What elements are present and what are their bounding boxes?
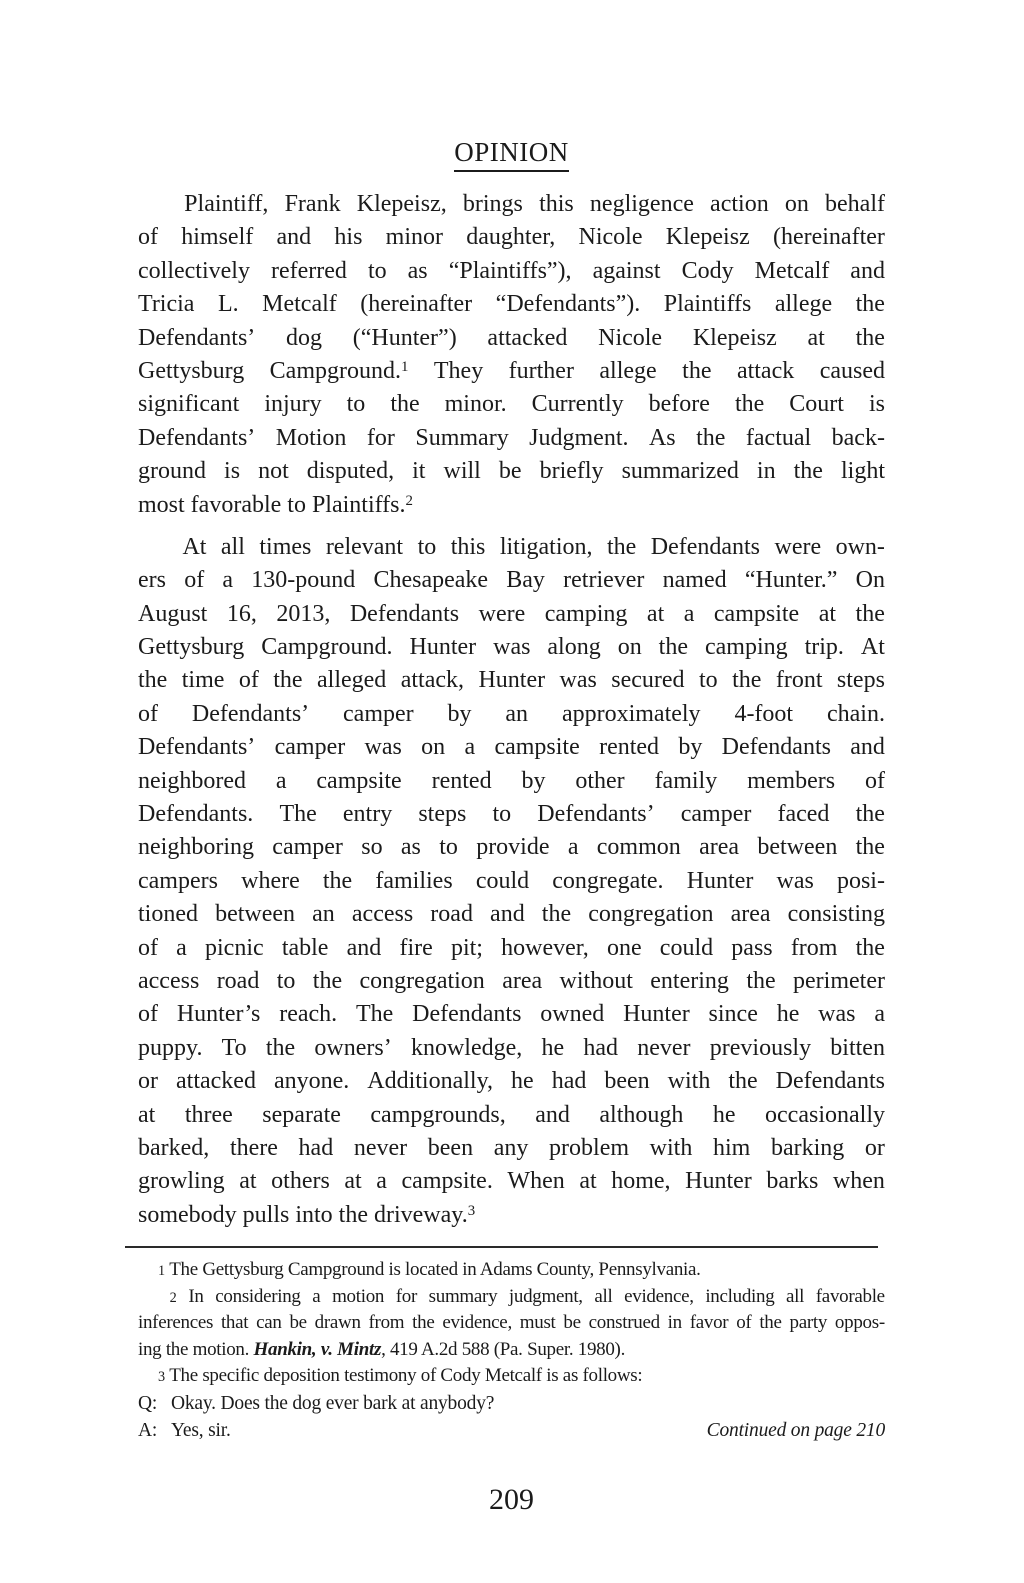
- text-line: at three separate campgrounds, and although he occasionally: [138, 1101, 885, 1128]
- text-line: growling at others at a campsite. When at home, Hunter barks when: [138, 1168, 885, 1195]
- footnote: [138, 1284, 885, 1364]
- deposition-text: Yes, sir.: [171, 1419, 231, 1441]
- opinion-title-text: OPINION: [454, 136, 569, 172]
- text-line: or attacked anyone. Additionally, he had been with the Defendants: [138, 1068, 885, 1095]
- text-line: of Defendants’ camper by an approximately 4-foot chain.: [138, 700, 885, 727]
- text-line: 1 The Gettysburg Campground is located in Adams County, Pennsylvania.: [158, 1259, 701, 1281]
- opinion-title: [138, 136, 885, 172]
- text-line: August 16, 2013, Defendants were camping at a campsite at the: [138, 600, 885, 627]
- page-number: 209: [489, 1483, 534, 1516]
- text-line: of himself and his minor daughter, Nicole Klepeisz (hereinafter: [138, 224, 885, 251]
- text-line: inferences that can be drawn from the evidence, must be construed in favor of the party oppos-: [138, 1312, 885, 1334]
- text-line: ing the motion. Hankin, v. Mintz, 419 A.2d 588 (Pa. Super. 1980).: [138, 1338, 626, 1360]
- text-line: most favorable to Plaintiffs.$^2$: [138, 491, 413, 518]
- text-line: significant injury to the minor. Currently before the Court is: [138, 391, 885, 418]
- text-line: Defendants. The entry steps to Defendants’ camper faced the: [138, 801, 885, 828]
- text-line: campers where the families could congregate. Hunter was posi-: [138, 867, 885, 894]
- text-line: Defendants’ Motion for Summary Judgment. As the factual back-: [138, 424, 885, 451]
- text-line: of a picnic table and fire pit; however, one could pass from the: [138, 934, 885, 961]
- footnote-separator: [125, 1246, 878, 1248]
- text-line: ers of a 130-pound Chesapeake Bay retriever named “Hunter.” On: [138, 567, 885, 594]
- text-line: puppy. To the owners’ knowledge, he had never previously bitten: [138, 1034, 885, 1061]
- text-line: collectively referred to as “Plaintiffs”), against Cody Metcalf and: [138, 257, 885, 284]
- deposition-label: Q:: [138, 1392, 158, 1414]
- text-line: Plaintiff, Frank Klepeisz, brings this negligence action on behalf: [184, 191, 885, 217]
- text-line: somebody pulls into the driveway.$^3$: [138, 1201, 476, 1228]
- text-line: At all times relevant to this litigation, the Defendants were own-: [182, 533, 885, 560]
- opinion-body: [138, 188, 885, 1232]
- text-line: Gettysburg Campground.$^1$ They further allege the attack caused: [138, 357, 885, 384]
- text-line: Defendants’ dog (“Hunter”) attacked Nicole Klepeisz at the: [138, 324, 885, 351]
- paragraph: [138, 188, 885, 522]
- deposition-line: [138, 1417, 885, 1444]
- deposition-label: A:: [138, 1419, 158, 1441]
- text-line: the time of the alleged attack, Hunter was secured to the front steps: [138, 667, 885, 694]
- deposition-section: [138, 1390, 885, 1444]
- footnote: [138, 1363, 885, 1390]
- text-line: 3 The specific deposition testimony of Cody Metcalf is as follows:: [158, 1365, 643, 1387]
- continued-note: Continued on page 210: [706, 1419, 885, 1441]
- text-line: barked, there had never been any problem with him barking or: [138, 1134, 885, 1161]
- paragraph: [138, 531, 885, 1232]
- page-content: [138, 136, 885, 1444]
- text-line: tioned between an access road and the congregation area consisting: [138, 901, 885, 928]
- text-line: Gettysburg Campground. Hunter was along on the camping trip. At: [138, 634, 885, 661]
- text-line: ground is not disputed, it will be briefly summarized in the light: [138, 458, 885, 485]
- deposition-text: Okay. Does the dog ever bark at anybody?: [171, 1392, 495, 1414]
- text-line: of Hunter’s reach. The Defendants owned Hunter since he was a: [138, 1001, 885, 1028]
- text-line: 2 In considering a motion for summary judgment, all evidence, including all favorable: [169, 1285, 885, 1307]
- deposition-line: [138, 1390, 885, 1417]
- text-line: Tricia L. Metcalf (hereinafter “Defendants”). Plaintiffs allege the: [138, 291, 885, 318]
- text-line: neighboring camper so as to provide a common area between the: [138, 834, 885, 861]
- text-line: access road to the congregation area without entering the perimeter: [138, 967, 885, 994]
- footnote: [138, 1257, 885, 1284]
- footnotes-section: [138, 1257, 885, 1390]
- text-line: Defendants’ camper was on a campsite rented by Defendants and: [138, 734, 885, 761]
- text-line: neighbored a campsite rented by other family members of: [138, 767, 885, 794]
